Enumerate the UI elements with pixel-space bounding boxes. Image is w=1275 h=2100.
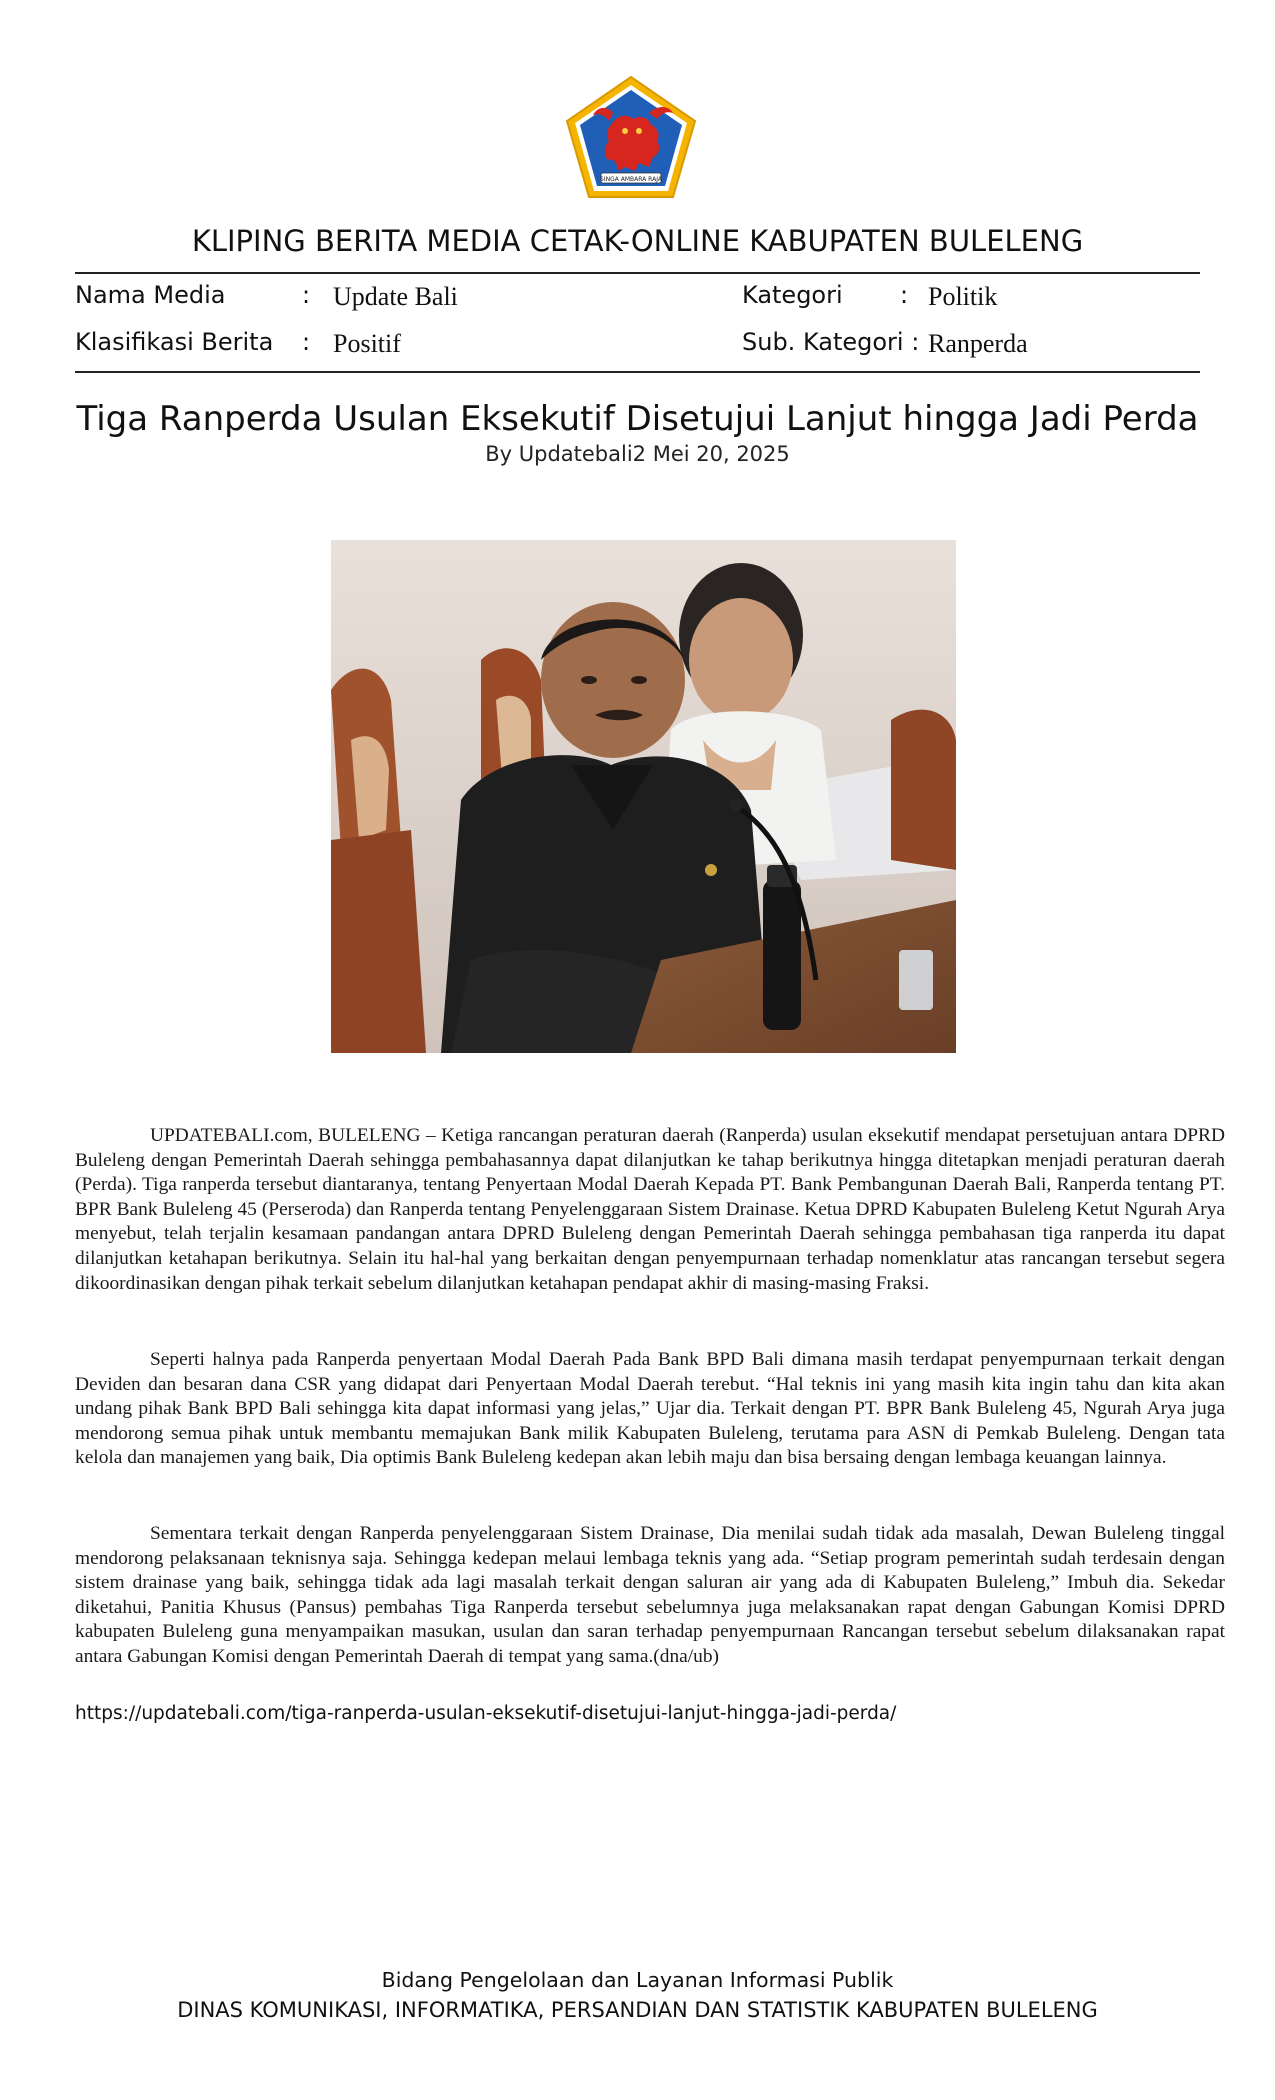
- meeting-photo-icon: [331, 540, 956, 1053]
- svg-text:SINGA AMBARA RAJA: SINGA AMBARA RAJA: [600, 176, 662, 183]
- buleleng-regency-emblem-icon: [565, 75, 697, 199]
- footer-agency: DINAS KOMUNIKASI, INFORMATIKA, PERSANDIAN DAN STATISTIK KABUPATEN BULELENG: [177, 1998, 1098, 2022]
- nama-media-value: Update Bali: [333, 282, 458, 311]
- header-divider-top: [75, 272, 1200, 274]
- klasifikasi-berita-label: Klasifikasi Berita: [75, 328, 274, 356]
- article-paragraph-2: Seperti halnya pada Ranperda penyertaan Modal Daerah Pada Bank BPD Bali dimana masih terdapat penyempurnaan terkait dengan Deviden dan besaran dana CSR yang didapat dari Penyertaan Modal Daerah terebut. “Hal teknis ini yang masih kita ingin tahu dan kita akan undang pihak Bank BPD Bali sehingga kita dapat informasi yang jelas,” Ujar dia. Terkait dengan PT. BPR Bank Buleleng 45, Ngurah Arya juga mendorong semua pihak untuk membantu memajukan Bank milik Kabupaten Buleleng, terutama para ASN di Pemkab Buleleng. Dengan tata kelola dan manajemen yang baik, Dia optimis Bank Buleleng kedepan akan lebih maju dan bisa bersaing dengan lembaga keuangan lainnya.: [75, 1349, 1225, 1469]
- header-divider-bottom: [75, 371, 1200, 373]
- kategori-label: Kategori: [742, 281, 843, 309]
- source-url-link[interactable]: https://updatebali.com/tiga-ranperda-usulan-eksekutif-disetujui-lanjut-hingga-jadi-perda/: [75, 1703, 897, 1724]
- article-paragraph-1: UPDATEBALI.com, BULELENG – Ketiga rancangan peraturan daerah (Ranperda) usulan eksekutif mendapat persetujuan antara DPRD Buleleng dengan Pemerintah Daerah sehingga pembahasannya dapat dilanjutkan ke tahap berikutnya hingga ditetapkan menjadi peraturan daerah (Perda). Tiga ranperda tersebut diantaranya, tentang Penyertaan Modal Daerah Kepada PT. Bank Pembangunan Daerah Bali, Ranperda tentang PT. BPR Bank Buleleng 45 (Perseroda) dan Ranperda tentang Penyelenggaraan Sistem Drainase. Ketua DPRD Kabupaten Buleleng Ketut Ngurah Arya menyebut, telah terjalin kesamaan pandangan antara DPRD Buleleng dengan Pemerintah Daerah sehingga pembahasan tiga ranperda itu dapat dilanjutkan ketahapan berikutnya. Selain itu hal-hal yang berkaitan dengan penyempurnaan terhadap nomenklatur atas rancangan tersebut segera dikoordinasikan dengan pihak terkait sebelum dilanjutkan ketahapan pendapat akhir di masing-masing Fraksi.: [75, 1125, 1225, 1294]
- article-byline: By Updatebali2 Mei 20, 2025: [485, 442, 790, 466]
- sub-kategori-label: Sub. Kategori :: [742, 328, 920, 356]
- footer-division: Bidang Pengelolaan dan Layanan Informasi Publik: [381, 1968, 894, 1992]
- kategori-colon: :: [900, 281, 909, 309]
- article-paragraph-3: Sementara terkait dengan Ranperda penyelenggaraan Sistem Drainase, Dia menilai sudah tidak ada masalah, Dewan Buleleng tinggal mendorong pelaksanaan teknisnya saja. Sehingga kedepan melaui lembaga teknis yang ada. “Setiap program pemerintah sudah terdesain dengan sistem drainase yang baik, sehingga tidak ada lagi masalah terkait dengan saluran air yang ada di Kabupaten Buleleng,” Imbuh dia. Sekedar diketahui, Panitia Khusus (Pansus) pembahas Tiga Ranperda tersebut sebelumnya juga melaksanakan rapat dengan Gabungan Komisi DPRD kabupaten Buleleng guna menyampaikan masukan, usulan dan saran terhadap penyempurnaan Rancangan tersebut sebelum dilaksanakan rapat antara Gabungan Komisi dengan Pemerintah Daerah di tempat yang sama.(dna/ub): [75, 1523, 1225, 1667]
- article-headline: Tiga Ranperda Usulan Eksekutif Disetujui Lanjut hingga Jadi Perda: [76, 399, 1199, 439]
- document-title: KLIPING BERITA MEDIA CETAK-ONLINE KABUPATEN BULELENG: [191, 224, 1084, 258]
- sub-kategori-value: Ranperda: [928, 329, 1028, 358]
- klasifikasi-berita-colon: :: [302, 328, 311, 356]
- klasifikasi-berita-value: Positif: [333, 329, 401, 358]
- nama-media-colon: :: [302, 281, 311, 309]
- nama-media-label: Nama Media: [75, 281, 226, 309]
- kategori-value: Politik: [928, 282, 998, 311]
